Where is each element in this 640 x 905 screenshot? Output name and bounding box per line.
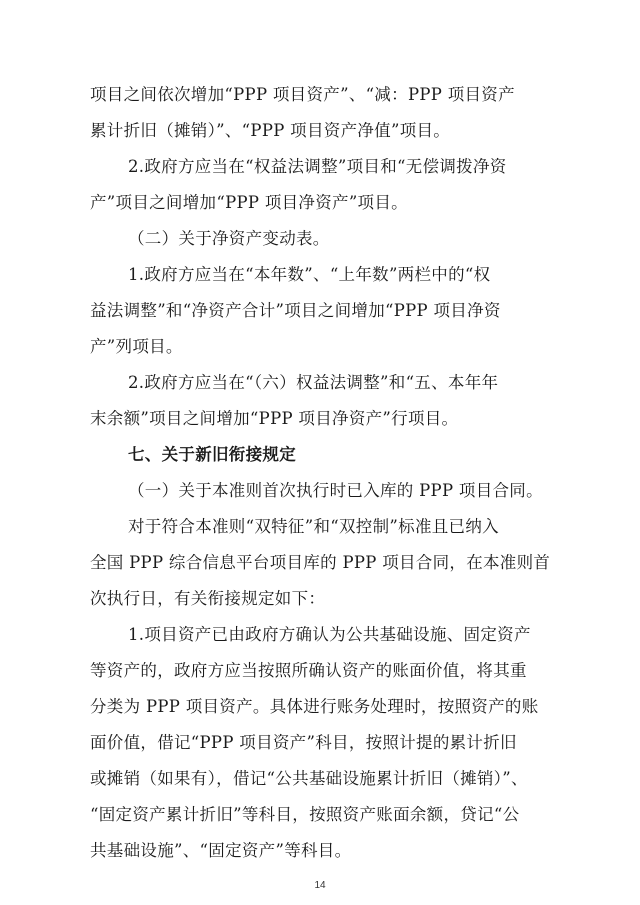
- text-line: 分类为 PPP 项目资产。具体进行账务处理时，按照资产的账: [90, 697, 539, 716]
- text-line: 产”列项目。: [90, 337, 183, 356]
- text-line: 次执行日，有关衔接规定如下：: [90, 589, 326, 608]
- text-line: 对于符合本准则“双特征”和“双控制”标准且已纳入: [128, 517, 499, 536]
- section-subheading: （二）关于净资产变动表。: [128, 229, 330, 248]
- text-line: 末余额”项目之间增加“PPP 项目净资产”行项目。: [90, 409, 459, 428]
- text-line: “固定资产累计折旧”等科目，按照资产账面余额，贷记“公: [90, 805, 520, 824]
- page-number: 14: [314, 880, 326, 891]
- section-heading: 七、关于新旧衔接规定: [128, 445, 296, 464]
- text-line: 面价值，借记“PPP 项目资产”科目，按照计提的累计折旧: [90, 733, 517, 752]
- text-line: 1.项目资产已由政府方确认为公共基础设施、固定资产: [128, 625, 531, 644]
- text-line: 产”项目之间增加“PPP 项目净资产”项目。: [90, 193, 408, 212]
- text-line: 等资产的，政府方应当按照所确认资产的账面价值，将其重: [90, 661, 527, 680]
- text-line: 累计折旧（摊销）”、“PPP 项目资产净值”项目。: [90, 121, 451, 140]
- text-line: 2.政府方应当在“权益法调整”项目和“无偿调拨净资: [128, 157, 507, 176]
- text-line: 2.政府方应当在“（六）权益法调整”和“五、本年年: [128, 373, 499, 392]
- text-line: 全国 PPP 综合信息平台项目库的 PPP 项目合同，在本准则首: [90, 553, 551, 572]
- section-subheading: （一）关于本准则首次执行时已入库的 PPP 项目合同。: [128, 481, 543, 500]
- text-line: 或摊销（如果有），借记“公共基础设施累计折旧（摊销）”、: [90, 769, 528, 788]
- text-line: 1.政府方应当在“本年数”、“上年数”两栏中的“权: [128, 265, 491, 284]
- text-line: 项目之间依次增加“PPP 项目资产”、“减：PPP 项目资产: [90, 85, 515, 104]
- text-line: 共基础设施”、“固定资产”等科目。: [90, 841, 352, 860]
- text-line: 益法调整”和“净资产合计”项目之间增加“PPP 项目净资: [90, 301, 501, 320]
